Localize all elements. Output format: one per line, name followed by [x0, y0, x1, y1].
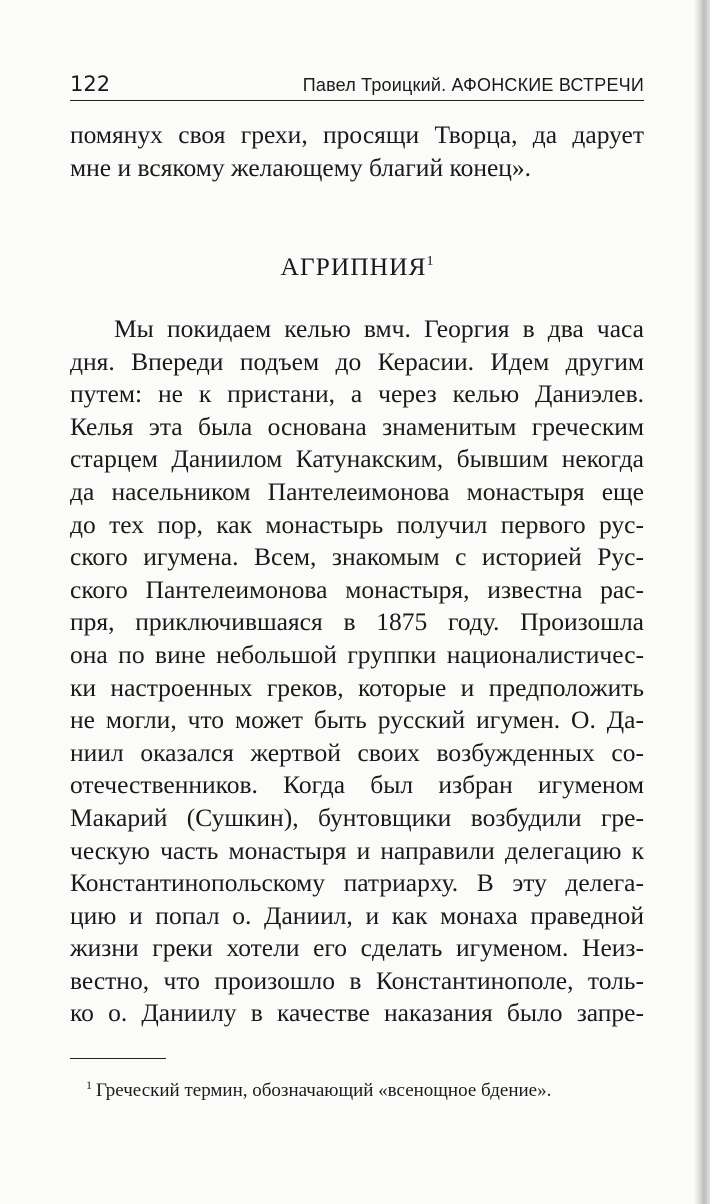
footnote-divider — [70, 1058, 166, 1059]
page-number: 122 — [70, 72, 111, 96]
text-line: да насельником Пантелеимонова монастыря еще — [70, 476, 644, 506]
text-line: ского игумена. Всем, знакомым с историей Рус- — [70, 542, 644, 572]
text-line: ниил оказался жертвой своих возбужденных со- — [70, 737, 644, 767]
text-line: мне и всякому желающему благий конец». — [70, 152, 532, 182]
text-line: ческую часть монастыря и направили делегацию к — [70, 835, 644, 865]
text-line: Макарий (Сушкин), бунтовщики возбудили гре- — [70, 802, 644, 832]
footnote-number: 1 — [86, 1078, 92, 1092]
text-line: отечественников. Когда был избран игуменом — [70, 770, 644, 800]
text-line: ки настроенных греков, которые и предположить — [70, 672, 644, 702]
text-line: она по вине небольшой группки националистичес- — [70, 639, 644, 669]
text-line: старцем Даниилом Катунакским, бывшим некогда — [70, 444, 644, 474]
text-line: помянух своя грехи, просящи Творца, да дарует — [70, 120, 644, 149]
footnote-reference: 1 — [426, 254, 434, 269]
scan-edge-shadow — [694, 0, 710, 1204]
section-heading — [70, 252, 644, 282]
continuation-paragraph — [70, 119, 644, 184]
footnote-text: Греческий термин, обозначающий «всенощное бдение». — [96, 1080, 552, 1101]
text-line: Келья эта была основана знаменитым греческим — [70, 411, 644, 441]
text-line: до тех пор, как монастырь получил первого рус- — [70, 509, 644, 539]
text-line: цию и попал о. Даниил, и как монаха праведной — [70, 900, 644, 930]
body-paragraph — [70, 313, 644, 1030]
text-line: пря, приключившаяся в 1875 году. Произошла — [70, 607, 644, 637]
text-line: дня. Впереди подъем до Керасии. Идем другим — [70, 346, 644, 376]
text-line: ского Пантелеимонова монастыря, известна рас- — [70, 574, 644, 604]
page-header — [70, 66, 644, 101]
text-line: путем: не к пристани, а через келью Даниэлев. — [70, 379, 644, 409]
text-line: вестно, что произошло в Константинополе, толь- — [70, 965, 644, 995]
section-title: АГРИПНИЯ — [280, 252, 427, 281]
text-line: жизни греки хотели его сделать игуменом. Неиз- — [70, 933, 644, 963]
running-head: Павел Троицкий. АФОНСКИЕ ВСТРЕЧИ — [302, 75, 644, 95]
text-line: ко о. Даниилу в качестве наказания было запре- — [70, 998, 644, 1028]
text-line: Мы покидаем келью вмч. Георгия в два часа — [114, 314, 644, 343]
text-line: не могли, что может быть русский игумен. О. Да- — [70, 705, 644, 735]
text-line: Константинопольскому патриарху. В эту делега- — [70, 868, 644, 898]
footnote — [86, 1078, 551, 1102]
